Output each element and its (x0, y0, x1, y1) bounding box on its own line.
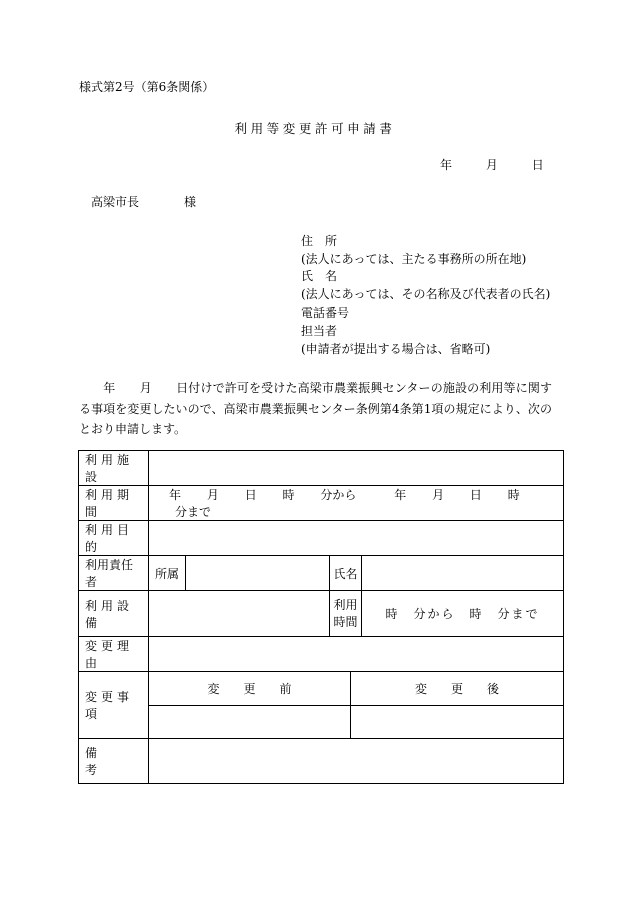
purpose-label: 利用目的 (79, 521, 149, 556)
period-end-year: 年 (394, 488, 407, 502)
equipment-time-label (330, 591, 362, 637)
responsible-label: 利用責任者 (79, 556, 149, 591)
period-start-month: 月 (206, 488, 219, 502)
person-in-charge-label: 担当者 (301, 324, 338, 338)
date-year: 年 (440, 158, 453, 172)
period-label: 利用期間 (79, 486, 149, 521)
row-responsible (79, 556, 564, 591)
phone-label: 電話番号 (301, 306, 350, 320)
facility-field[interactable] (149, 451, 564, 486)
equipment-time-label-line2: 時間 (333, 614, 358, 629)
period-start-year: 年 (169, 488, 182, 502)
period-field[interactable] (149, 486, 564, 521)
name-label: 氏 名 (301, 269, 338, 283)
row-change-values (79, 706, 564, 739)
period-end-minute: 分まで (175, 505, 212, 519)
period-end-hour: 時 (507, 488, 520, 502)
form-number: 様式第2号（第6条関係） (79, 80, 215, 94)
row-equipment (79, 591, 564, 637)
date-day: 日 (531, 158, 544, 172)
date-month: 月 (485, 158, 498, 172)
request-body-text: 年 月 日付けで許可を受けた高梁市農業振興センターの施設の利用等に関する事項を変更したいので、高梁市農業振興センター条例第4条第1項の規定により、次のとおり申請します。 (79, 381, 552, 436)
address-note: (法人にあっては、主たる事務所の所在地) (301, 252, 527, 266)
name-note: (法人にあっては、その名称及び代表者の氏名) (301, 287, 551, 301)
addressee (91, 193, 196, 210)
row-period (79, 486, 564, 521)
address-label: 住 所 (301, 234, 338, 248)
period-start-hour: 時 (282, 488, 295, 502)
addressee-suffix: 様 (184, 195, 197, 209)
row-facility (79, 451, 564, 486)
period-start-minute: 分から (320, 488, 357, 502)
row-remarks (79, 739, 564, 784)
purpose-field[interactable] (149, 521, 564, 556)
reason-label: 変更理由 (79, 637, 149, 672)
after-change-label: 変 更 後 (351, 672, 564, 706)
responsible-name-field[interactable] (362, 556, 564, 591)
before-change-field[interactable] (149, 706, 351, 739)
row-reason (79, 637, 564, 672)
date-line (440, 156, 544, 173)
facility-label: 利用施設 (79, 451, 149, 486)
equipment-time-field[interactable]: 時 分から 時 分まで (362, 591, 564, 637)
equipment-field[interactable] (149, 591, 330, 637)
remarks-field[interactable] (149, 739, 564, 784)
before-change-label: 変 更 前 (149, 672, 351, 706)
application-table (78, 450, 564, 784)
change-items-label: 変更事項 (79, 672, 149, 739)
affiliation-label: 所属 (149, 556, 186, 591)
reason-field[interactable] (149, 637, 564, 672)
after-change-field[interactable] (351, 706, 564, 739)
period-start-day: 日 (244, 488, 257, 502)
responsible-name-label: 氏名 (330, 556, 362, 591)
remarks-label: 備 考 (79, 739, 149, 784)
person-in-charge-note: (申請者が提出する場合は、省略可) (301, 342, 491, 356)
row-change-header (79, 672, 564, 706)
affiliation-field[interactable] (186, 556, 330, 591)
equipment-label: 利用設備 (79, 591, 149, 637)
row-purpose (79, 521, 564, 556)
addressee-name: 高梁市長 (91, 195, 140, 209)
period-end-day: 日 (469, 488, 482, 502)
period-end-month: 月 (432, 488, 445, 502)
equipment-time-label-line1: 利用 (333, 597, 358, 612)
document-title: 利用等変更許可申請書 (234, 121, 396, 136)
